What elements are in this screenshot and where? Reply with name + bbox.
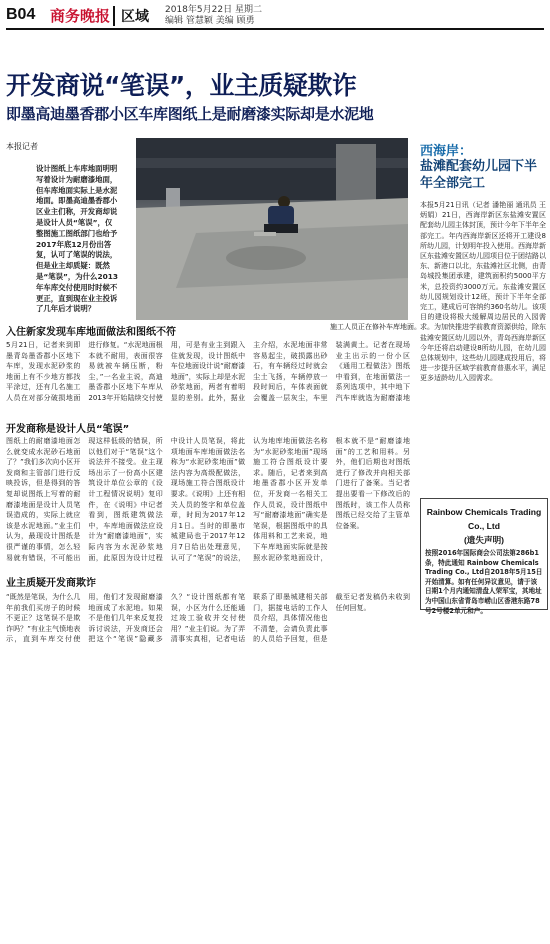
sidebar-location: 西海岸： [420,144,473,159]
staff-credits: 编辑 管慧颖 美编 顾勇 [165,16,255,26]
issue-weekday: 星期二 [234,5,262,15]
section-heading-3: 业主质疑开发商欺诈 [6,578,96,589]
issue-date: 2018年5月22日 [165,5,233,15]
issue-meta [165,5,262,27]
article-lead: 设计图纸上车库地面明明写着设计为耐磨漆地面，但车库地面实际上是水泥地面。即墨高迪墨香郡小区业主们称，开发商却说是设计人员“笔误”，仅整图施工图纸部门也给予2017年底12月份出答复，认可了笔误的说法，但是业主却质疑：既然是“笔误”，为什么2013年车库交付使用时时候不更正，直到现在业主投诉了几年后才说明？ [36,164,119,314]
garage-photo-illustration [136,138,408,320]
newspaper-logo: 商务晚报 [50,7,111,25]
notice-company: Rainbow Chemicals Trading Co., Ltd [426,507,542,531]
header-rule [6,28,544,30]
section-text-1: 5月21日，记者来到即墨青岛墨香郡小区地下车库，发现水泥砂浆的地面上有不少地方都找平涂过，还有几名施工人员在对部分破损地面进行修复。“水泥地面根本就不耐用，表面很容易就被车辆压断，粉尘，”一名业主说，高迪墨香郡小区地下车库从2013年开始陆续交付使用，可是有业主到跟入住就发现，设计图纸中车位地面设计说“耐磨漆地面”，实际上却是水泥砂浆地面，两者有着明显的差别。此外，据业主介绍，水泥地面非常容易起尘，破损露出砂石，有车辆经过时就会尘土飞扬，车辆停放一段时间后，车体表面就会覆盖一层灰尘，车里装满黄土。记者在现场业主出示的一份小区《通用工程做法》图纸中看到，在地面做法一系列选项中，其中地下汽车库就选为耐磨漆地 [6,341,410,402]
article-headline: 开发商说“笔误”，业主质疑欺诈 [6,71,357,100]
page-number: B04 [6,6,36,23]
legal-notice-box [420,498,548,615]
article-subheadline: 即墨高迪墨香郡小区车库图纸上是耐磨漆实际却是水泥地 [6,105,374,123]
section-heading-2: 开发商称是设计人员“笔误” [6,424,130,435]
sidebar-text: 本报5月21日讯（记者 潘艳丽 通讯员 王炳娟）21日，西海岸新区东盐滩安置区配套幼儿园主体封顶，预计今年下半年全部完工。年内西海岸新区还将开工建设8所幼儿园，计划明年投入使用。西海岸新区东盐滩安置区幼儿园项目位于团结路以东、新港口以北，东盐滩社区北侧，由青岛城投集团承建，建筑面积约5000平方米，总投资约3000万元。东盐滩安置区幼儿园规划设计12班，预计下半年全部完工，建成后可容纳约360名幼儿。该项目的建设将极大缓解周边居民的入园需求。为加快推进学前教育资源供给，除东盐滩安置区幼儿园以外，青岛西海岸新区今年还将启动建设8所幼儿园，在幼儿园总体规划中，这些幼儿园建成投用后，将进一步提升区域学前教育普惠水平，满足更多适龄幼儿入园需求。 [420,201,546,383]
article-photo [136,138,408,320]
notice-kind: (遗失声明) [463,535,505,545]
section-text-3: “既然是笔误，为什么几年前我们买房子的时候不更正？这笔误不是欺诈吗？”有业主气愤地表示，直到车库交付使用，他们才发现耐磨漆地面成了水泥地。如果不是他们几年来反复投诉讨说法，开发商还会把这个“笔误”隐藏多久？“设计图纸都有笔误，小区为什么还能通过竣工验收并交付使用？”业主们说。为了弄清事实真相，记者电话联系了即墨城建相关部门，据接电话的工作人员介绍，具体情况他也不清楚，会请负责此事的人员给予回复，但是截至记者发稿仍未收到任何回复。 [6,593,410,644]
section-heading-1: 入住新家发现车库地面做法和图纸不符 [6,327,176,338]
section-text-2: 图纸上的耐磨漆地面怎么就变成水泥砂石地面了？”我们多次向小区开发商和主管部门进行反映投诉，但是得到的答复却说图纸上写着的耐磨漆地面是设计人员笔误造成的，实际上就应该是水泥地面。”业主们认为，最现设计图纸是很严谨的事情，怎么轻易就有错误，不可能出现这样低级的错误，所以他们对于“笔误”这个说法并不接受。业主现场出示了一份高小区建筑设计单位公章的《设计工程情况说明》复印件，在《说明》中记者看到，图纸建筑做法中，车库地面做法应设计为“耐磨漆地面”，实际内容为水泥砂浆地面，此原因为设计过程中设计人员笔误，将此项地面车库地面做法名称为“水泥砂浆地面”做法内容为高级配做法，现场施工符合图纸设计要求。《说明》上还有相关人员的签字和单位盖章，时间为2017年12月1日。当时的即墨市城建局也于2017年12月7日给出处理意见，认可了“笔误”的说法，认为地库地面做法名称为“水泥砂浆地面”现场施工符合图纸设计要求。随后，记者来到高地墨香郡小区开发单位，开发商一名相关工作人员说，设计图纸中写“耐磨漆地面”确实是笔误，根据图纸中的具体用料和工艺来说，地下车库地面实际就是按照水泥砂浆地面设计，根本就不是“耐磨漆地面”的工艺和用料。另外，他们后期也对图纸进行了修改并向相关部门进行了备案。当记者提出要看一下修改后的图纸时，该工作人员称图纸已经交给了主管单位备案。 [6,437,410,562]
notice-title [421,505,547,547]
byline: 本报记者 [6,142,38,151]
section-name: 区域 [113,6,149,26]
sidebar-title: 盐滩配套幼儿园下半年全部完工 [420,159,538,191]
photo-caption: 施工人员正在修补车库地面。 [330,323,421,331]
notice-body: 按照2016年国际商会公司法第286b1条，特此通知 Rainbow Chemicals Trading Co., Ltd自2018年5月15日开始清算。如有任何异议意见，请于该日期1个月内通知清盘人荣军宝，其地址为中国山东省青岛市崂山区香港东路78号2号楼2单元和户。 [425,549,543,615]
